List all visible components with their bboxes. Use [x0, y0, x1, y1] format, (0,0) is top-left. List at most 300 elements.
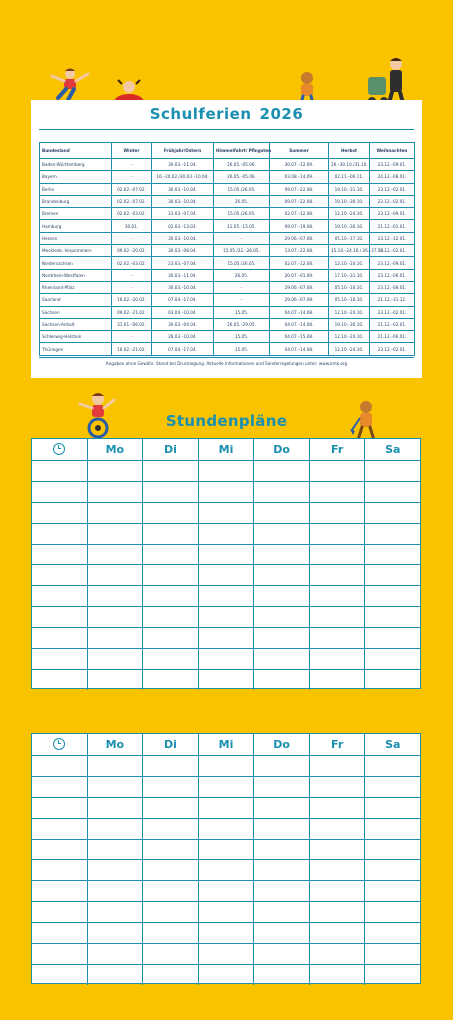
- lesson-cell[interactable]: [87, 902, 143, 922]
- lesson-cell[interactable]: [309, 482, 365, 502]
- holiday-dates: 15.05.: [214, 343, 270, 355]
- holiday-dates: –: [214, 281, 270, 293]
- state-name: Thüringen: [40, 343, 112, 355]
- holiday-dates: 23.03.–07.04.: [152, 257, 214, 269]
- holidays-table: [39, 142, 415, 356]
- holiday-dates: 09.02.–20.02.: [112, 245, 152, 257]
- holiday-dates: –: [112, 159, 152, 171]
- lesson-cell[interactable]: [87, 670, 143, 690]
- table-row: [40, 220, 415, 232]
- lesson-cell[interactable]: [364, 860, 420, 880]
- lesson-cell[interactable]: [142, 881, 198, 901]
- holiday-dates: 30.01.: [112, 220, 152, 232]
- holiday-dates: 09.02.–21.02.: [112, 306, 152, 318]
- holiday-dates: 30.03.–08.04.: [152, 245, 214, 257]
- lesson-cell[interactable]: [364, 965, 420, 985]
- holiday-dates: 30.03.–11.04.: [152, 159, 214, 171]
- lesson-cell[interactable]: [364, 503, 420, 523]
- holiday-dates: 15.05.: [214, 331, 270, 343]
- lesson-cell[interactable]: [87, 860, 143, 880]
- day-header: Mi: [198, 439, 254, 460]
- time-slot-cell[interactable]: [32, 565, 87, 585]
- lesson-cell[interactable]: [364, 628, 420, 648]
- timetable-1: [31, 438, 421, 689]
- holiday-dates: 19.12.–02.01.: [370, 245, 415, 257]
- lesson-cell[interactable]: [253, 881, 309, 901]
- lesson-cell[interactable]: [198, 565, 254, 585]
- lesson-cell[interactable]: [309, 798, 365, 818]
- lesson-cell[interactable]: [142, 649, 198, 669]
- holiday-dates: 21.12.–01.01.: [370, 220, 415, 232]
- timetable-row: [32, 606, 420, 627]
- lesson-cell[interactable]: [142, 819, 198, 839]
- lesson-cell[interactable]: [198, 902, 254, 922]
- lesson-cell[interactable]: [364, 545, 420, 565]
- timetable-row: [32, 523, 420, 544]
- holiday-dates: 04.07.–14.08.: [270, 306, 329, 318]
- lesson-cell[interactable]: [198, 628, 254, 648]
- column-header: Herbst: [329, 143, 370, 159]
- holiday-dates: 23.12.–02.01.: [370, 183, 415, 195]
- lesson-cell[interactable]: [87, 840, 143, 860]
- lesson-cell[interactable]: [309, 756, 365, 776]
- time-column-header: [32, 439, 87, 460]
- lesson-cell[interactable]: [87, 819, 143, 839]
- lesson-cell[interactable]: [87, 798, 143, 818]
- lesson-cell[interactable]: [198, 798, 254, 818]
- timetables-title: Stundenpläne: [165, 412, 288, 430]
- time-slot-cell[interactable]: [32, 965, 87, 985]
- lesson-cell[interactable]: [253, 670, 309, 690]
- lesson-cell[interactable]: [87, 545, 143, 565]
- lesson-cell[interactable]: [142, 607, 198, 627]
- lesson-cell[interactable]: [309, 628, 365, 648]
- holiday-dates: 23.03.–07.04.: [152, 208, 214, 220]
- holiday-dates: 23.12.–09.01.: [370, 208, 415, 220]
- state-name: Hamburg: [40, 220, 112, 232]
- time-slot-cell[interactable]: [32, 586, 87, 606]
- lesson-cell[interactable]: [87, 461, 143, 481]
- lesson-cell[interactable]: [253, 503, 309, 523]
- lesson-cell[interactable]: [198, 965, 254, 985]
- lesson-cell[interactable]: [253, 586, 309, 606]
- lesson-cell[interactable]: [364, 840, 420, 860]
- lesson-cell[interactable]: [309, 545, 365, 565]
- lesson-cell[interactable]: [253, 565, 309, 585]
- lesson-cell[interactable]: [198, 819, 254, 839]
- holiday-dates: –: [112, 232, 152, 244]
- lesson-cell[interactable]: [364, 670, 420, 690]
- lesson-cell[interactable]: [253, 756, 309, 776]
- lesson-cell[interactable]: [364, 881, 420, 901]
- time-slot-cell[interactable]: [32, 777, 87, 797]
- holiday-dates: 30.03.–10.04.: [152, 281, 214, 293]
- holiday-dates: 30.03.–11.04.: [152, 269, 214, 281]
- lesson-cell[interactable]: [364, 819, 420, 839]
- time-column-header: [32, 734, 87, 755]
- holiday-dates: 02.02.–03.02.: [112, 257, 152, 269]
- clock-icon: [53, 738, 65, 750]
- lesson-cell[interactable]: [87, 482, 143, 502]
- lesson-cell[interactable]: [142, 670, 198, 690]
- lesson-cell[interactable]: [142, 902, 198, 922]
- lesson-cell[interactable]: [142, 944, 198, 964]
- timetable-row: [32, 901, 420, 922]
- lesson-cell[interactable]: [198, 586, 254, 606]
- holiday-dates: 02.02.–07.02.: [112, 183, 152, 195]
- time-slot-cell[interactable]: [32, 840, 87, 860]
- lesson-cell[interactable]: [364, 607, 420, 627]
- lesson-cell[interactable]: [309, 565, 365, 585]
- timetable-row: [32, 648, 420, 669]
- lesson-cell[interactable]: [364, 923, 420, 943]
- time-slot-cell[interactable]: [32, 503, 87, 523]
- holiday-dates: 16.02.–21.02.: [112, 343, 152, 355]
- lesson-cell[interactable]: [198, 482, 254, 502]
- lesson-cell[interactable]: [87, 565, 143, 585]
- lesson-cell[interactable]: [253, 545, 309, 565]
- lesson-cell[interactable]: [87, 881, 143, 901]
- lesson-cell[interactable]: [253, 965, 309, 985]
- lesson-cell[interactable]: [253, 482, 309, 502]
- timetable-row: [32, 564, 420, 585]
- holiday-dates: –: [214, 232, 270, 244]
- holiday-dates: 26.05.: [214, 269, 270, 281]
- day-header: Sa: [364, 734, 420, 755]
- timetable-row: [32, 818, 420, 839]
- table-row: [40, 171, 415, 183]
- time-slot-cell[interactable]: [32, 649, 87, 669]
- day-header: Sa: [364, 439, 420, 460]
- clock-icon: [53, 443, 65, 455]
- lesson-cell[interactable]: [142, 628, 198, 648]
- holiday-dates: 19.10.–30.10.: [329, 195, 370, 207]
- holidays-title-text: Schulferien: [149, 105, 252, 123]
- lesson-cell[interactable]: [198, 840, 254, 860]
- lesson-cell[interactable]: [309, 586, 365, 606]
- day-header: Di: [142, 734, 198, 755]
- timetable-row: [32, 755, 420, 776]
- state-name: Baden-Württemberg: [40, 159, 112, 171]
- holiday-dates: 23.12.–02.01.: [370, 343, 415, 355]
- holiday-dates: 12.10.–24.10.: [329, 343, 370, 355]
- lesson-cell[interactable]: [309, 524, 365, 544]
- lesson-cell[interactable]: [87, 923, 143, 943]
- school-holidays-card: [31, 100, 422, 378]
- day-header: Do: [253, 439, 309, 460]
- holiday-dates: 15.05.: [214, 306, 270, 318]
- time-slot-cell[interactable]: [32, 545, 87, 565]
- day-header: Fr: [309, 439, 365, 460]
- column-header: Sommer: [270, 143, 329, 159]
- holiday-dates: 15.05./26.05.: [214, 208, 270, 220]
- holidays-title: [31, 105, 422, 123]
- holiday-dates: 26.03.–10.04.: [152, 331, 214, 343]
- lesson-cell[interactable]: [364, 777, 420, 797]
- table-row: [40, 318, 415, 330]
- lesson-cell[interactable]: [198, 524, 254, 544]
- table-row: [40, 281, 415, 293]
- lesson-cell[interactable]: [142, 923, 198, 943]
- lesson-cell[interactable]: [309, 777, 365, 797]
- time-slot-cell[interactable]: [32, 881, 87, 901]
- lesson-cell[interactable]: [364, 461, 420, 481]
- time-slot-cell[interactable]: [32, 944, 87, 964]
- lesson-cell[interactable]: [364, 756, 420, 776]
- lesson-cell[interactable]: [142, 565, 198, 585]
- lesson-cell[interactable]: [253, 649, 309, 669]
- time-slot-cell[interactable]: [32, 860, 87, 880]
- day-header: Do: [253, 734, 309, 755]
- table-row: [40, 294, 415, 306]
- holiday-dates: 07.04.–17.04.: [152, 294, 214, 306]
- lesson-cell[interactable]: [309, 923, 365, 943]
- lesson-cell[interactable]: [198, 923, 254, 943]
- time-slot-cell[interactable]: [32, 819, 87, 839]
- lesson-cell[interactable]: [87, 777, 143, 797]
- holiday-dates: 23.12.–06.01.: [370, 269, 415, 281]
- state-name: Saarland: [40, 294, 112, 306]
- state-name: Brandenburg: [40, 195, 112, 207]
- holiday-dates: 12.10.–24.10.: [329, 257, 370, 269]
- lesson-cell[interactable]: [364, 524, 420, 544]
- holiday-dates: –: [112, 281, 152, 293]
- lesson-cell[interactable]: [198, 503, 254, 523]
- time-slot-cell[interactable]: [32, 628, 87, 648]
- state-name: Sachsen: [40, 306, 112, 318]
- lesson-cell[interactable]: [253, 607, 309, 627]
- lesson-cell[interactable]: [198, 670, 254, 690]
- lesson-cell[interactable]: [142, 524, 198, 544]
- lesson-cell[interactable]: [87, 649, 143, 669]
- time-slot-cell[interactable]: [32, 798, 87, 818]
- lesson-cell[interactable]: [364, 565, 420, 585]
- state-name: Berlin: [40, 183, 112, 195]
- lesson-cell[interactable]: [364, 649, 420, 669]
- holiday-dates: 04.07.–14.08.: [270, 318, 329, 330]
- table-row: [40, 343, 415, 355]
- lesson-cell[interactable]: [142, 777, 198, 797]
- time-slot-cell[interactable]: [32, 482, 87, 502]
- lesson-cell[interactable]: [198, 607, 254, 627]
- holidays-year: 2026: [259, 105, 304, 123]
- lesson-cell[interactable]: [198, 944, 254, 964]
- holiday-dates: 15.05./26.05.: [214, 183, 270, 195]
- holiday-dates: 21.12.–02.01.: [370, 318, 415, 330]
- lesson-cell[interactable]: [253, 777, 309, 797]
- holiday-dates: 02.02.–03.02.: [112, 208, 152, 220]
- state-name: Niedersachsen: [40, 257, 112, 269]
- timetable-row: [32, 776, 420, 797]
- lesson-cell[interactable]: [364, 944, 420, 964]
- lesson-cell[interactable]: [142, 840, 198, 860]
- lesson-cell[interactable]: [253, 944, 309, 964]
- timetable-row: [32, 859, 420, 880]
- lesson-cell[interactable]: [309, 840, 365, 860]
- column-header: Weihnachten: [370, 143, 415, 159]
- lesson-cell[interactable]: [309, 860, 365, 880]
- holiday-dates: 29.06.–07.08.: [270, 232, 329, 244]
- lesson-cell[interactable]: [87, 586, 143, 606]
- lesson-cell[interactable]: [253, 628, 309, 648]
- timetable-row: [32, 669, 420, 690]
- lesson-cell[interactable]: [253, 798, 309, 818]
- table-row: [40, 208, 415, 220]
- lesson-cell[interactable]: [253, 902, 309, 922]
- table-row: [40, 232, 415, 244]
- lesson-cell[interactable]: [142, 798, 198, 818]
- holiday-dates: 11.05.–15.05.: [214, 220, 270, 232]
- table-row: [40, 306, 415, 318]
- holiday-dates: 26.05.–05.06.: [214, 171, 270, 183]
- holiday-dates: 09.07.–22.08.: [270, 195, 329, 207]
- lesson-cell[interactable]: [253, 840, 309, 860]
- holiday-dates: –: [214, 294, 270, 306]
- lesson-cell[interactable]: [364, 798, 420, 818]
- table-row: [40, 195, 415, 207]
- holiday-dates: 30.03.–04.04.: [152, 318, 214, 330]
- holiday-dates: 05.10.–16.10.: [329, 294, 370, 306]
- holiday-dates: 23.12.–12.01.: [370, 232, 415, 244]
- lesson-cell[interactable]: [87, 503, 143, 523]
- time-slot-cell[interactable]: [32, 670, 87, 690]
- holiday-dates: 24.12.–08.01.: [370, 171, 415, 183]
- holiday-dates: 23.12.–08.01.: [370, 281, 415, 293]
- holiday-dates: 21.12.–06.01.: [370, 331, 415, 343]
- lesson-cell[interactable]: [253, 819, 309, 839]
- lesson-cell[interactable]: [142, 860, 198, 880]
- lesson-cell[interactable]: [87, 965, 143, 985]
- lesson-cell[interactable]: [142, 482, 198, 502]
- lesson-cell[interactable]: [309, 881, 365, 901]
- lesson-cell[interactable]: [142, 586, 198, 606]
- holiday-dates: 26.–30.10./31.10.: [329, 159, 370, 171]
- time-slot-cell[interactable]: [32, 607, 87, 627]
- timetable-2: [31, 733, 421, 984]
- time-slot-cell[interactable]: [32, 902, 87, 922]
- timetable-row: [32, 585, 420, 606]
- state-name: Hessen: [40, 232, 112, 244]
- holiday-dates: 05.10.–16.10.: [329, 281, 370, 293]
- lesson-cell[interactable]: [198, 649, 254, 669]
- holiday-dates: 26.05.: [214, 195, 270, 207]
- column-header: Bundesland: [40, 143, 112, 159]
- lesson-cell[interactable]: [198, 756, 254, 776]
- holiday-dates: 02.02.–07.02.: [112, 195, 152, 207]
- time-slot-cell[interactable]: [32, 461, 87, 481]
- lesson-cell[interactable]: [198, 545, 254, 565]
- lesson-cell[interactable]: [87, 756, 143, 776]
- timetable-row: [32, 943, 420, 964]
- lesson-cell[interactable]: [309, 902, 365, 922]
- holiday-dates: 26.05.–29.05.: [214, 318, 270, 330]
- holiday-dates: –: [112, 171, 152, 183]
- lesson-cell[interactable]: [364, 902, 420, 922]
- timetable-row: [32, 964, 420, 985]
- lesson-cell[interactable]: [253, 461, 309, 481]
- lesson-cell[interactable]: [87, 524, 143, 544]
- holiday-dates: 07.04.–17.04.: [152, 343, 214, 355]
- holiday-dates: 29.06.–07.08.: [270, 294, 329, 306]
- holiday-dates: 19.10.–31.10.: [329, 183, 370, 195]
- holiday-dates: 02.07.–12.08.: [270, 257, 329, 269]
- lesson-cell[interactable]: [309, 965, 365, 985]
- lesson-cell[interactable]: [142, 965, 198, 985]
- lesson-cell[interactable]: [198, 461, 254, 481]
- lesson-cell[interactable]: [87, 628, 143, 648]
- lesson-cell[interactable]: [142, 545, 198, 565]
- holiday-dates: 15.05./26.05.: [214, 257, 270, 269]
- lesson-cell[interactable]: [309, 607, 365, 627]
- lesson-cell[interactable]: [309, 670, 365, 690]
- holiday-dates: 23.12.–09.01.: [370, 257, 415, 269]
- lesson-cell[interactable]: [364, 482, 420, 502]
- lesson-cell[interactable]: [309, 819, 365, 839]
- holiday-dates: 02.03.–13.03.: [152, 220, 214, 232]
- holiday-dates: 04.07.–14.08.: [270, 343, 329, 355]
- holiday-dates: 04.07.–15.08.: [270, 331, 329, 343]
- column-header: Winter: [112, 143, 152, 159]
- time-slot-cell[interactable]: [32, 923, 87, 943]
- day-header: Di: [142, 439, 198, 460]
- holiday-dates: 03.04.–10.04.: [152, 306, 214, 318]
- lesson-cell[interactable]: [87, 607, 143, 627]
- holiday-dates: 23.12.–02.01.: [370, 306, 415, 318]
- holiday-dates: –: [112, 331, 152, 343]
- holiday-dates: 16.02.–20.02.: [112, 294, 152, 306]
- day-header: Mi: [198, 734, 254, 755]
- lesson-cell[interactable]: [198, 860, 254, 880]
- timetable-row: [32, 880, 420, 901]
- timetable-row: [32, 839, 420, 860]
- lesson-cell[interactable]: [142, 756, 198, 776]
- holiday-dates: 17.10.–31.10.: [329, 269, 370, 281]
- holiday-dates: 30.03.–10.04.: [152, 195, 214, 207]
- holiday-dates: 03.08.–14.09.: [270, 171, 329, 183]
- table-row: [40, 183, 415, 195]
- lesson-cell[interactable]: [253, 923, 309, 943]
- lesson-cell[interactable]: [142, 503, 198, 523]
- lesson-cell[interactable]: [309, 944, 365, 964]
- timetable-row: [32, 502, 420, 523]
- state-name: Sachsen-Anhalt: [40, 318, 112, 330]
- time-slot-cell[interactable]: [32, 524, 87, 544]
- lesson-cell[interactable]: [309, 461, 365, 481]
- table-row: [40, 159, 415, 171]
- state-name: Schleswig-Holstein: [40, 331, 112, 343]
- holiday-dates: –: [112, 269, 152, 281]
- time-slot-cell[interactable]: [32, 756, 87, 776]
- lesson-cell[interactable]: [198, 777, 254, 797]
- state-name: Bremen: [40, 208, 112, 220]
- lesson-cell[interactable]: [198, 881, 254, 901]
- holiday-dates: 15.05./22.–26.05.: [214, 245, 270, 257]
- lesson-cell[interactable]: [142, 461, 198, 481]
- day-header: Mo: [87, 439, 143, 460]
- holiday-dates: 12.10.–24.10.: [329, 306, 370, 318]
- holiday-dates: 05.10.–17.10.: [329, 232, 370, 244]
- lesson-cell[interactable]: [253, 860, 309, 880]
- lesson-cell[interactable]: [309, 649, 365, 669]
- lesson-cell[interactable]: [364, 586, 420, 606]
- table-row: [40, 331, 415, 343]
- lesson-cell[interactable]: [253, 524, 309, 544]
- table-row: [40, 257, 415, 269]
- timetable-row: [32, 460, 420, 481]
- lesson-cell[interactable]: [87, 944, 143, 964]
- timetable-header-row: [32, 439, 420, 460]
- lesson-cell[interactable]: [309, 503, 365, 523]
